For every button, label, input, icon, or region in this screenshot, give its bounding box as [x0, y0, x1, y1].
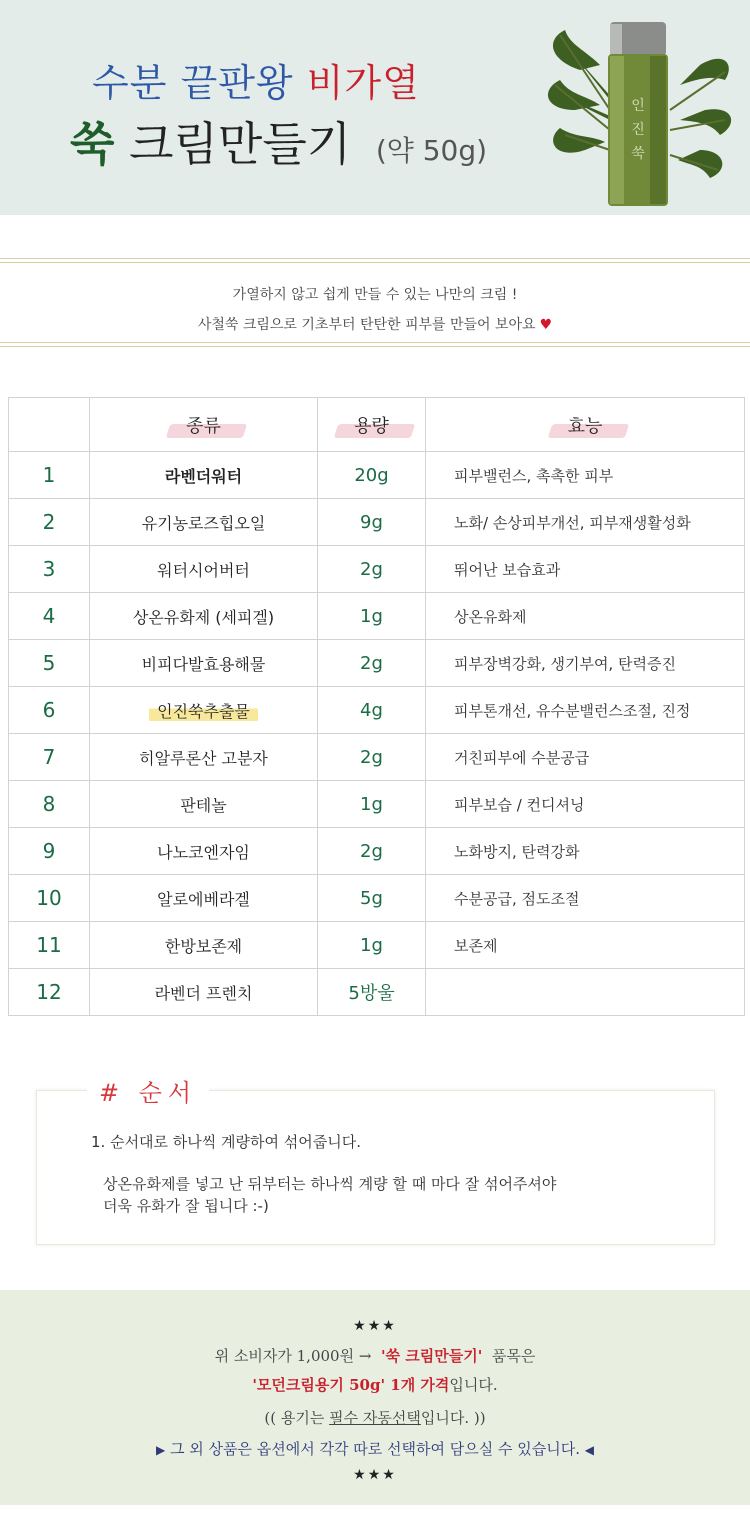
row-name: 라벤더 프렌치: [90, 969, 318, 1016]
row-number: 2: [9, 499, 90, 546]
row-amount: 2g: [318, 640, 426, 687]
row-name: 나노코엔자임: [90, 828, 318, 875]
notice-text: (( 용기는: [264, 1409, 325, 1427]
row-number: 6: [9, 687, 90, 734]
title-part1: 수분 끝판왕: [92, 61, 294, 105]
triangle-left-icon: ◀: [584, 1443, 594, 1457]
step-description-line-2: 더욱 유화가 잘 됩니다 :-): [103, 1197, 269, 1215]
row-name: 판테놀: [90, 781, 318, 828]
bottle-label-3: 쑥: [631, 146, 645, 162]
row-name: 라벤더워터: [90, 452, 318, 499]
row-amount: 1g: [318, 593, 426, 640]
notice-text: 입니다.: [449, 1376, 498, 1394]
notice-line-2: [0, 1374, 750, 1395]
row-effect: 보존제: [426, 922, 745, 969]
stars-bottom: ★★★: [353, 1467, 397, 1483]
header-number: [9, 398, 90, 452]
row-name: 알로에베라겔: [90, 875, 318, 922]
row-effect: 피부톤개선, 유수분밸런스조절, 진정: [426, 687, 745, 734]
row-number: 12: [9, 969, 90, 1016]
row-effect: 노화/ 손상피부개선, 피부재생활성화: [426, 499, 745, 546]
notice-text: 입니다. )): [420, 1409, 486, 1427]
row-number: 9: [9, 828, 90, 875]
row-number: 3: [9, 546, 90, 593]
table-header-row: [9, 398, 745, 452]
table-row: [9, 452, 745, 499]
heart-icon: ♥: [539, 317, 553, 333]
header-amount: 용량: [318, 398, 426, 452]
price-notice: [0, 1290, 750, 1505]
table-row: [9, 969, 745, 1016]
notice-text: 그 외 상품은 옵션에서 각각 따로 선택하여 담으실 수 있습니다.: [170, 1440, 580, 1458]
table-row: [9, 781, 745, 828]
row-effect: [426, 969, 745, 1016]
row-amount: 5g: [318, 875, 426, 922]
row-name: 상온유화제 (세피겔): [90, 593, 318, 640]
divider: [0, 346, 750, 347]
row-amount: 1g: [318, 781, 426, 828]
row-name: 유기농로즈힙오일: [90, 499, 318, 546]
row-amount: 2g: [318, 546, 426, 593]
triangle-right-icon: ▶: [156, 1443, 166, 1457]
title-line-1: [92, 52, 420, 107]
row-effect: 뛰어난 보습효과: [426, 546, 745, 593]
bottle-label-2: 진: [631, 122, 645, 138]
title-part2: 비가열: [306, 61, 420, 105]
row-effect: 거친피부에 수분공급: [426, 734, 745, 781]
intro-line-2: [0, 314, 750, 334]
product-name: '쑥 크림만들기': [380, 1347, 483, 1365]
title-rest: 크림만들기: [129, 117, 352, 171]
row-effect: 노화방지, 탄력강화: [426, 828, 745, 875]
header-type: 종류: [90, 398, 318, 452]
table-row: [9, 875, 745, 922]
notice-line-4: [0, 1438, 750, 1459]
table-row: [9, 546, 745, 593]
row-number: 7: [9, 734, 90, 781]
table-row: [9, 828, 745, 875]
row-name: 비피다발효용해물: [90, 640, 318, 687]
required-auto-select: 필수 자동선택: [329, 1409, 421, 1427]
table-row: [9, 499, 745, 546]
notice-text: 위 소비자가 1,000원 →: [214, 1347, 372, 1365]
highlighted-ingredient: 인진쑥추출물: [149, 702, 258, 721]
row-number: 4: [9, 593, 90, 640]
container-price: '모던크림용기 50g' 1개 가격: [252, 1376, 450, 1394]
table-row: [9, 687, 745, 734]
title-line-2: [70, 108, 487, 174]
row-number: 1: [9, 452, 90, 499]
step-1: 1. 순서대로 하나씩 계량하여 섞어줍니다.: [91, 1133, 361, 1151]
row-effect: 수분공급, 점도조절: [426, 875, 745, 922]
row-amount: 20g: [318, 452, 426, 499]
steps-title: # 순서: [87, 1073, 209, 1108]
row-amount: 5방울: [318, 969, 426, 1016]
row-amount: 4g: [318, 687, 426, 734]
steps-box: [36, 1079, 715, 1245]
row-effect: 피부밸런스, 촉촉한 피부: [426, 452, 745, 499]
divider: [0, 258, 750, 259]
intro-line-1: 가열하지 않고 쉽게 만들 수 있는 나만의 크림 !: [232, 287, 518, 303]
row-amount: 2g: [318, 734, 426, 781]
row-number: 10: [9, 875, 90, 922]
step-description: [103, 1173, 556, 1217]
row-name: 워터시어버터: [90, 546, 318, 593]
row-effect: 상온유화제: [426, 593, 745, 640]
row-name: 히알루론산 고분자: [90, 734, 318, 781]
title-green: 쑥: [70, 117, 115, 171]
notice-line-1: [0, 1345, 750, 1366]
title-sub: (약 50g): [375, 134, 488, 167]
row-amount: 9g: [318, 499, 426, 546]
row-amount: 1g: [318, 922, 426, 969]
bottle-label-1: 인: [631, 98, 645, 114]
header-banner: [0, 0, 750, 215]
table-row: [9, 640, 745, 687]
row-number: 5: [9, 640, 90, 687]
row-amount: 2g: [318, 828, 426, 875]
row-number: 11: [9, 922, 90, 969]
intro-line-2-text: 사철쑥 크림으로 기초부터 탄탄한 피부를 만들어 보아요: [197, 317, 536, 333]
step-description-line-1: 상온유화제를 넣고 난 뒤부터는 하나씩 계량 할 때 마다 잘 섞어주셔야: [103, 1175, 557, 1193]
row-number: 8: [9, 781, 90, 828]
mugwort-bottle-illustration: [540, 10, 740, 210]
row-name: [90, 687, 318, 734]
divider: [0, 262, 750, 263]
table-row: [9, 593, 745, 640]
ingredients-table: [8, 397, 745, 1016]
notice-line-3: [0, 1407, 750, 1428]
table-row: [9, 734, 745, 781]
stars-top: ★★★: [353, 1318, 397, 1334]
divider: [0, 342, 750, 343]
notice-text: 품목은: [491, 1347, 536, 1365]
row-name: 한방보존제: [90, 922, 318, 969]
intro-section: [0, 258, 750, 348]
header-effect: 효능: [426, 398, 745, 452]
table-row: [9, 922, 745, 969]
row-effect: 피부보습 / 컨디셔닝: [426, 781, 745, 828]
row-effect: 피부장벽강화, 생기부여, 탄력증진: [426, 640, 745, 687]
